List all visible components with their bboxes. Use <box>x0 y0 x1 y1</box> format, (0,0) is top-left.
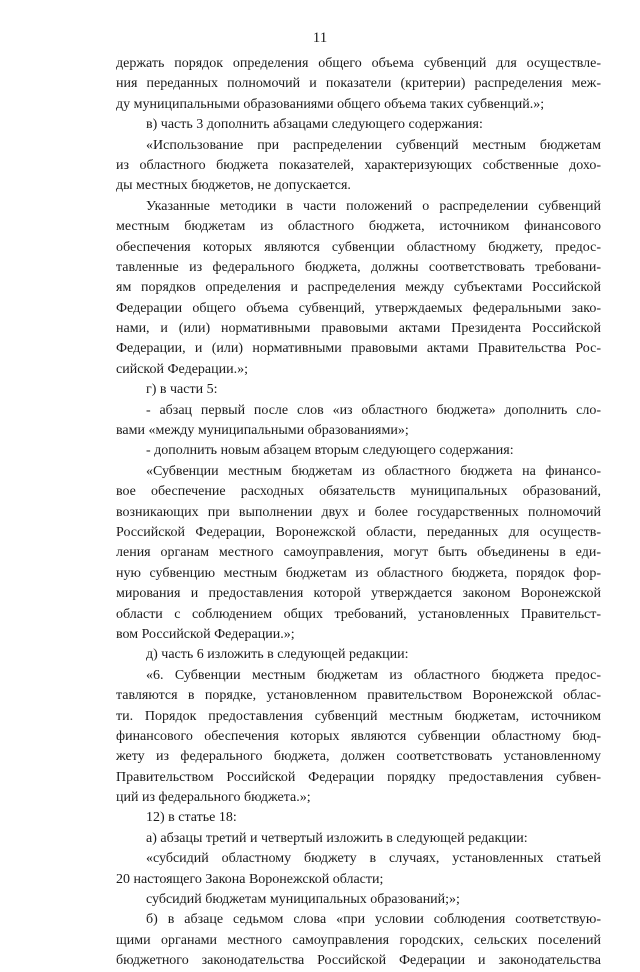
text-line: 20 настоящего Закона Воронежской области; <box>116 871 384 887</box>
text-line: тавленные из федерального бюджета, должны соответствовать требовани- <box>116 259 601 275</box>
text-line: бюджетного законодательства Российской Федерации и законодательства <box>116 953 601 969</box>
text-line: «6. Субвенции местным бюджетам из областного бюджета предос- <box>146 667 601 683</box>
text-line: а) абзацы третий и четвертый изложить в следующей редакции: <box>146 830 528 846</box>
text-line: возникающих при выполнении двух и более государственных полномочий <box>116 504 601 520</box>
text-line: - абзац первый после слов «из областного бюджета» дополнить сло- <box>146 402 601 418</box>
text-line: Правительством Российской Федерации порядку предоставления субвен- <box>116 769 601 785</box>
page-number: 11 <box>312 30 328 46</box>
text-line: Указанные методики в части положений о распределении субвенций <box>146 198 601 214</box>
text-line: жету из федерального бюджета, должен соответствовать установленному <box>116 749 601 765</box>
text-line: б) в абзаце седьмом слова «при условии соблюдения соответствую- <box>146 912 601 928</box>
text-line: вами «между муниципальными образованиями»; <box>116 423 409 439</box>
text-line: ям порядков определения и распределения между субъектами Российской <box>116 280 601 296</box>
text-line: ления органам местного самоуправления, могут быть объединены в еди- <box>116 545 601 561</box>
text-line: финансового обеспечения которых являются субвенции областному бюд- <box>116 728 601 744</box>
text-line: области с соблюдением общих требований, установленных Правительст- <box>116 606 601 622</box>
text-line: Российской Федерации, Воронежской области, переданных для осуществ- <box>116 524 601 540</box>
text-line: г) в части 5: <box>146 382 218 398</box>
text-line: ния переданных полномочий и показатели (критерии) распределения меж- <box>116 76 601 92</box>
text-line: субсидий бюджетам муниципальных образований;»; <box>146 892 460 908</box>
text-line: вом Российской Федерации.»; <box>116 626 295 642</box>
text-line: ную субвенцию местным бюджетам из областного бюджета, порядок фор- <box>116 565 601 581</box>
text-line: Федерации, и (или) нормативными правовыми актами Правительства Рос- <box>116 341 601 357</box>
text-line: - дополнить новым абзацем вторым следующего содержания: <box>146 443 514 459</box>
text-line: 12) в статье 18: <box>146 810 237 826</box>
text-line: «Использование при распределении субвенций местным бюджетам <box>146 137 601 153</box>
text-line: Федерации общего объема субвенций, утверждаемых федеральными зако- <box>116 300 601 316</box>
text-line: мирования и предоставления которой утверждается законом Воронежской <box>116 586 601 602</box>
text-line: «Субвенции местным бюджетам из областного бюджета на финансо- <box>146 463 601 479</box>
text-line: щими органами местного самоуправления городских, сельских поселений <box>116 932 601 948</box>
text-line: тавляются в порядке, установленном правительством Воронежской облас- <box>116 688 601 704</box>
text-line: сийской Федерации.»; <box>116 361 249 377</box>
text-line: вое обеспечение расходных обязательств муниципальных образований, <box>116 484 601 500</box>
text-line: обеспечения которых являются субвенции областному бюджету, предос- <box>116 239 601 255</box>
text-line: в) часть 3 дополнить абзацами следующего содержания: <box>146 117 483 133</box>
document-body <box>116 54 601 972</box>
text-line: ды местных бюджетов, не допускается. <box>116 178 351 194</box>
text-line: «субсидий областному бюджету в случаях, установленных статьей <box>146 851 601 867</box>
text-line: держать порядок определения общего объема субвенций для осуществле- <box>116 56 601 71</box>
text-line: местным бюджетам из областного бюджета, источником финансового <box>116 219 601 235</box>
text-line: ти. Порядок предоставления субвенций местным бюджетам, источником <box>116 708 601 724</box>
text-line: ций из федерального бюджета.»; <box>116 790 311 806</box>
text-line: нами, и (или) нормативными правовыми актами Президента Российской <box>116 321 601 337</box>
text-line: ду муниципальными образованиями общего объема таких субвенций.»; <box>116 96 545 112</box>
text-line: д) часть 6 изложить в следующей редакции: <box>146 647 409 663</box>
text-line: из областного бюджета показателей, характеризующих собственные дохо- <box>116 157 601 173</box>
